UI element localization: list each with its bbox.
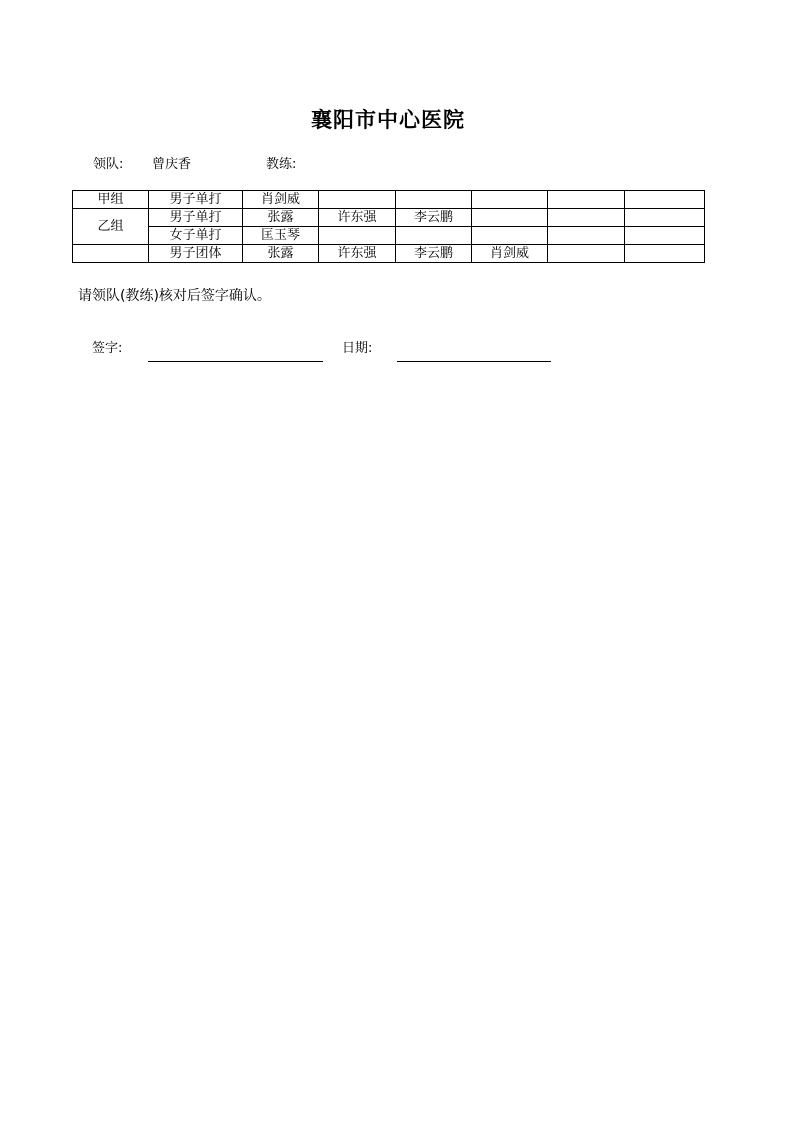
player-cell [396,191,472,209]
group-cell: 甲组 [73,191,149,209]
player-cell [625,227,705,245]
event-cell: 男子单打 [149,209,243,227]
event-cell: 女子单打 [149,227,243,245]
player-cell: 肖剑威 [472,245,548,263]
player-cell: 张露 [243,209,319,227]
player-cell [319,191,396,209]
player-cell [472,209,548,227]
player-cell [472,191,548,209]
table-row [73,227,705,245]
player-cell [548,227,625,245]
player-cell: 张露 [243,245,319,263]
player-cell [548,209,625,227]
player-cell [472,227,548,245]
table-row [73,245,705,263]
date-label: 日期: [342,341,373,356]
player-cell [625,245,705,263]
date-line[interactable] [397,361,551,362]
table-row [73,209,705,227]
player-cell: 许东强 [319,209,396,227]
player-cell [548,191,625,209]
player-cell: 匡玉琴 [243,227,319,245]
group-cell: 乙组 [73,209,149,245]
roster-table [72,190,705,263]
player-cell: 许东强 [319,245,396,263]
player-cell [319,227,396,245]
signature-label: 签字: [92,341,123,356]
player-cell [548,245,625,263]
player-cell [625,209,705,227]
player-cell [396,227,472,245]
player-cell: 李云鹏 [396,245,472,263]
signature-line[interactable] [148,361,323,362]
event-cell: 男子团体 [149,245,243,263]
player-cell [625,191,705,209]
coach-label: 教练: [266,157,297,172]
leader-label: 领队: [93,157,124,172]
leader-name: 曾庆香 [152,157,192,172]
event-cell: 男子单打 [149,191,243,209]
page-title: 襄阳市中心医院 [311,108,465,132]
table-row [73,191,705,209]
confirmation-note: 请领队(教练)核对后签字确认。 [78,288,271,304]
player-cell: 肖剑威 [243,191,319,209]
player-cell: 李云鹏 [396,209,472,227]
group-cell [73,245,149,263]
